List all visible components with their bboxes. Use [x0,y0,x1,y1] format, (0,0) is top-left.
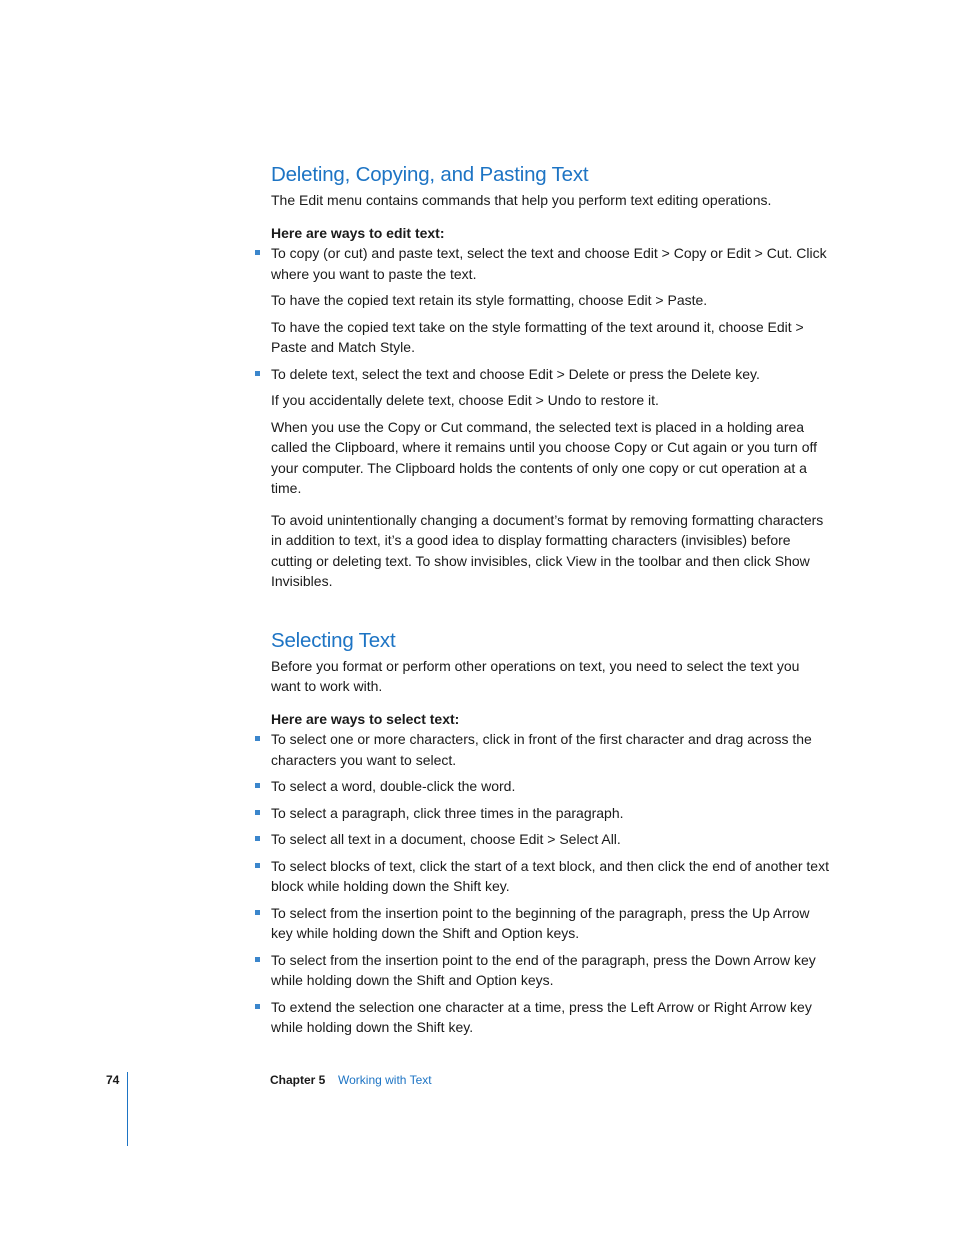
body-paragraph: When you use the Copy or Cut command, the selected text is placed in a holding area called the Clipboard, where it remains until you choose Copy or Cut again or you turn off your computer. The Clipboard holds the contents of only one copy or cut operation at a time. [271,418,818,496]
document-body [271,160,831,1044]
bullet-square-icon [255,250,260,255]
list-item-text: To select a paragraph, click three times in the paragraph. [271,804,624,821]
bullet-square-icon [255,1004,260,1009]
section-intro: The Edit menu contains commands that help you perform text editing operations. [271,192,772,208]
list-item [271,856,831,897]
list-item [271,997,831,1038]
list-item-text: To select one or more characters, click in front of the first character and drag across the characters you want to select. [271,731,812,768]
list-item [271,950,831,991]
list-item-note: If you accidentally delete text, choose Edit > Undo to restore it. [271,392,659,408]
section-heading-editing: Deleting, Copying, and Pasting Text [271,163,589,186]
bullet-square-icon [255,957,260,962]
list-item-note: To have the copied text take on the style formatting of the text around it, choose Edit > Paste and Match Style. [271,318,804,355]
list-item [271,803,831,824]
bullet-square-icon [255,736,260,741]
list-item-text: To select from the insertion point to the beginning of the paragraph, press the Up Arrow key while holding down the Shift and Option keys. [271,904,810,941]
page-number: 74 [106,1073,120,1087]
list-item-note: To have the copied text retain its style formatting, choose Edit > Paste. [271,292,708,308]
list-lead: Here are ways to select text: [271,710,460,727]
body-paragraph: To avoid unintentionally changing a document’s format by removing formatting characters in addition to text, it’s a good idea to display formatting characters (invisibles) before cutting or deleting text. To show invisibles, click View in the toolbar and then click Show Invisibles. [271,511,824,589]
list-item-text: To copy (or cut) and paste text, select the text and choose Edit > Copy or Edit > Cut. Click where you want to paste the text. [271,245,827,282]
bullet-square-icon [255,810,260,815]
section-intro: Before you format or perform other operations on text, you need to select the text you want to work with. [271,657,800,694]
list-item [271,243,831,358]
list-item [271,903,831,944]
page-footer [0,1072,954,1092]
bullet-square-icon [255,371,260,376]
list-item-text: To select a word, double-click the word. [271,778,516,794]
list-item-text: To extend the selection one character at a time, press the Left Arrow or Right Arrow key while holding down the Shift key. [271,998,812,1035]
section-heading-selecting: Selecting Text [271,628,396,652]
list-item-text: To delete text, select the text and choose Edit > Delete or press the Delete key. [271,365,760,382]
list-item [271,364,831,411]
section-selecting [271,626,831,1038]
list-item [271,729,831,770]
list-item [271,776,831,797]
bullet-square-icon [255,836,260,841]
bullet-square-icon [255,910,260,915]
chapter-title: Working with Text [338,1073,432,1087]
select-ways-list [271,729,831,1038]
edit-ways-list [271,243,831,411]
bullet-square-icon [255,783,260,788]
chapter-label: Chapter 5 [270,1073,326,1087]
bullet-square-icon [255,863,260,868]
list-item-text: To select from the insertion point to the end of the paragraph, press the Down Arrow key while holding down the Shift and Option keys. [271,951,816,988]
list-lead: Here are ways to edit text: [271,224,445,241]
list-item-text: To select blocks of text, click the start of a text block, and then click the end of another text block while holding down the Shift key. [271,857,829,894]
list-item-text: To select all text in a document, choose Edit > Select All. [271,831,621,847]
list-item [271,829,831,850]
